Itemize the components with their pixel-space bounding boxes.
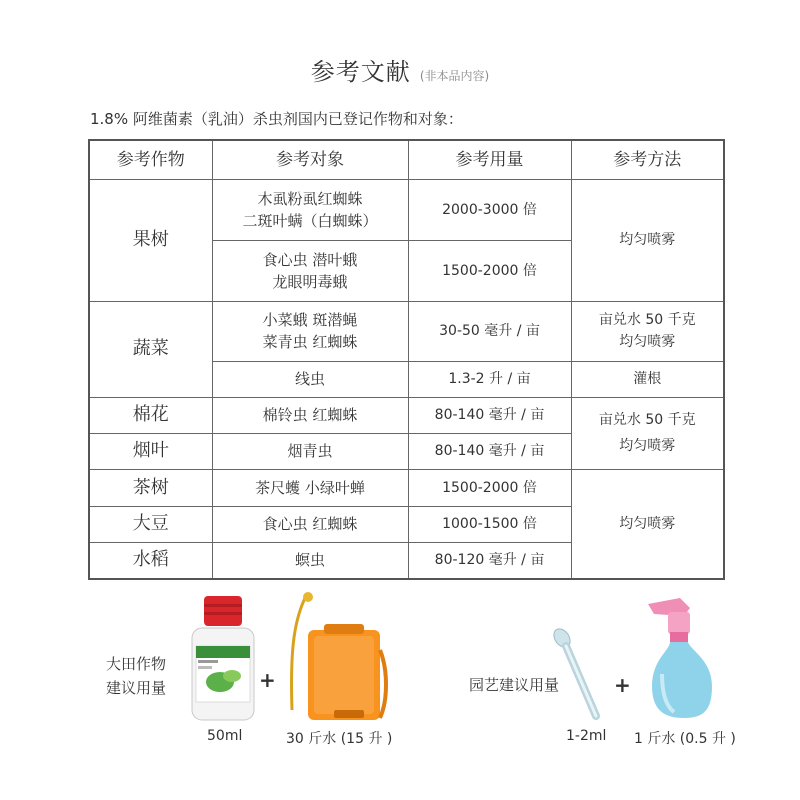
target-cell: 食心虫 红蜘蛛 [212,506,408,542]
field-usage-label [106,652,166,700]
field-label-line: 大田作物 [106,655,167,673]
crop-cell: 蔬菜 [89,301,212,397]
dosage-cell: 80-140 毫升 / 亩 [408,397,571,433]
method-cell: 均匀喷雾 [571,469,724,579]
table-row [89,301,724,361]
dosage-cell: 1.3-2 升 / 亩 [408,361,571,397]
crop-cell: 水稻 [89,542,212,579]
page-title [0,52,800,87]
target-cell: 棉铃虫 红蜘蛛 [212,397,408,433]
dosage-cell: 80-120 毫升 / 亩 [408,542,571,579]
crop-cell: 大豆 [89,506,212,542]
dosage-cell: 1500-2000 倍 [408,469,571,506]
header-dosage: 参考用量 [408,140,571,179]
header-target: 参考对象 [212,140,408,179]
method-line: 亩兑水 50 千克 [598,412,696,428]
dosage-cell: 2000-3000 倍 [408,179,571,240]
dosage-cell: 30-50 毫升 / 亩 [408,301,571,361]
table-row [89,469,724,506]
method-cell: 均匀喷雾 [571,179,724,301]
target-line: 龙眼明毒蛾 [272,272,348,291]
table-row [89,179,724,240]
sprayer-caption: 30 斤水 (15 升 ) [286,731,393,747]
knapsack-sprayer-icon [284,590,388,724]
spray-bottle-icon [640,594,732,722]
target-line: 菜青虫 红蜘蛛 [262,333,358,351]
crop-cell: 果树 [89,179,212,301]
target-line: 食心虫 潜叶蛾 [262,250,358,269]
target-line: 木虱粉虱红蜘蛛 [257,189,363,208]
target-cell [212,179,408,240]
method-line: 亩兑水 50 千克 [598,312,696,328]
table-header-row [89,140,724,179]
title-note: (非本品内容) [419,69,490,83]
target-line: 小菜蛾 斑潜蝇 [262,311,358,329]
title-text: 参考文献 [310,58,411,86]
header-crop: 参考作物 [89,140,212,179]
method-cell: 灌根 [571,361,724,397]
crop-cell: 烟叶 [89,433,212,469]
dosage-cell: 1000-1500 倍 [408,506,571,542]
reference-table [88,139,725,580]
method-cell [571,301,724,361]
method-line: 均匀喷雾 [619,334,676,350]
target-cell: 烟青虫 [212,433,408,469]
plus-sign: + [259,668,276,692]
dosage-cell: 1500-2000 倍 [408,240,571,301]
garden-usage-label: 园艺建议用量 [469,676,560,694]
target-cell: 螟虫 [212,542,408,579]
field-label-line: 建议用量 [106,679,167,697]
bottle-caption: 50ml [207,728,243,744]
dosage-cell: 80-140 毫升 / 亩 [408,433,571,469]
target-cell: 茶尺蠖 小绿叶蝉 [212,469,408,506]
plus-sign: + [614,673,631,697]
table-row [89,397,724,433]
dropper-icon [552,628,604,724]
method-line: 均匀喷雾 [619,438,676,454]
crop-cell: 棉花 [89,397,212,433]
target-line: 二斑叶螨（白蜘蛛） [242,211,378,230]
spray-bottle-caption: 1 斤水 (0.5 升 ) [634,731,736,747]
dropper-caption: 1-2ml [566,728,607,744]
target-cell [212,240,408,301]
intro-text: 1.8% 阿维菌素（乳油）杀虫剂国内已登记作物和对象： [90,110,463,128]
method-cell [571,397,724,469]
target-cell: 线虫 [212,361,408,397]
crop-cell: 茶树 [89,469,212,506]
header-method: 参考方法 [571,140,724,179]
target-cell [212,301,408,361]
pesticide-bottle-icon [190,594,256,722]
